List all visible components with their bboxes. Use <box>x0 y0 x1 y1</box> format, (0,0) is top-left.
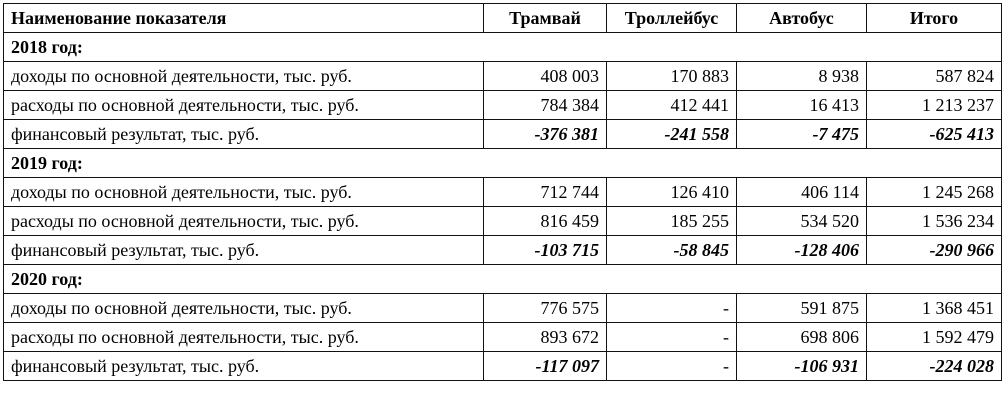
cell-trolleybus: 412 441 <box>607 91 737 120</box>
financial-results-table <box>3 3 1002 381</box>
row-label: расходы по основной деятельности, тыс. руб. <box>4 323 484 352</box>
cell-trolleybus: - <box>607 323 737 352</box>
cell-trolleybus: -58 845 <box>607 236 737 265</box>
row-label: финансовый результат, тыс. руб. <box>4 120 484 149</box>
table-row-result <box>4 352 1002 381</box>
table-row-result <box>4 236 1002 265</box>
table-row <box>4 323 1002 352</box>
row-label: доходы по основной деятельности, тыс. руб. <box>4 294 484 323</box>
cell-trolleybus: - <box>607 352 737 381</box>
header-tram: Трамвай <box>484 4 607 33</box>
cell-total: 1 213 237 <box>867 91 1002 120</box>
cell-total: 1 245 268 <box>867 178 1002 207</box>
cell-trolleybus: 185 255 <box>607 207 737 236</box>
cell-bus: -7 475 <box>737 120 867 149</box>
table-row <box>4 62 1002 91</box>
header-bus: Автобус <box>737 4 867 33</box>
cell-total: 1 536 234 <box>867 207 1002 236</box>
cell-total: 1 368 451 <box>867 294 1002 323</box>
cell-bus: 16 413 <box>737 91 867 120</box>
year-row-2018 <box>4 33 1002 62</box>
cell-tram: 816 459 <box>484 207 607 236</box>
cell-total: -224 028 <box>867 352 1002 381</box>
cell-tram: -376 381 <box>484 120 607 149</box>
cell-tram: -103 715 <box>484 236 607 265</box>
cell-bus: -128 406 <box>737 236 867 265</box>
cell-trolleybus: - <box>607 294 737 323</box>
cell-trolleybus: 170 883 <box>607 62 737 91</box>
header-indicator-name: Наименование показателя <box>4 4 484 33</box>
table-row <box>4 91 1002 120</box>
cell-tram: 712 744 <box>484 178 607 207</box>
header-trolleybus: Троллейбус <box>607 4 737 33</box>
header-total: Итого <box>867 4 1002 33</box>
year-row-2020 <box>4 265 1002 294</box>
row-label: финансовый результат, тыс. руб. <box>4 352 484 381</box>
cell-bus: -106 931 <box>737 352 867 381</box>
table-row <box>4 207 1002 236</box>
cell-total: -625 413 <box>867 120 1002 149</box>
year-label: 2019 год: <box>4 149 1002 178</box>
row-label: расходы по основной деятельности, тыс. руб. <box>4 207 484 236</box>
table-row-result <box>4 120 1002 149</box>
cell-tram: 784 384 <box>484 91 607 120</box>
cell-bus: 591 875 <box>737 294 867 323</box>
cell-tram: 776 575 <box>484 294 607 323</box>
table-header-row <box>4 4 1002 33</box>
cell-bus: 8 938 <box>737 62 867 91</box>
year-row-2019 <box>4 149 1002 178</box>
cell-trolleybus: 126 410 <box>607 178 737 207</box>
year-label: 2018 год: <box>4 33 1002 62</box>
cell-total: 587 824 <box>867 62 1002 91</box>
cell-total: -290 966 <box>867 236 1002 265</box>
row-label: доходы по основной деятельности, тыс. руб. <box>4 178 484 207</box>
cell-tram: 893 672 <box>484 323 607 352</box>
cell-bus: 698 806 <box>737 323 867 352</box>
year-label: 2020 год: <box>4 265 1002 294</box>
cell-tram: 408 003 <box>484 62 607 91</box>
table-row <box>4 294 1002 323</box>
row-label: финансовый результат, тыс. руб. <box>4 236 484 265</box>
cell-bus: 534 520 <box>737 207 867 236</box>
cell-total: 1 592 479 <box>867 323 1002 352</box>
row-label: расходы по основной деятельности, тыс. руб. <box>4 91 484 120</box>
row-label: доходы по основной деятельности, тыс. руб. <box>4 62 484 91</box>
cell-bus: 406 114 <box>737 178 867 207</box>
cell-trolleybus: -241 558 <box>607 120 737 149</box>
cell-tram: -117 097 <box>484 352 607 381</box>
table-row <box>4 178 1002 207</box>
